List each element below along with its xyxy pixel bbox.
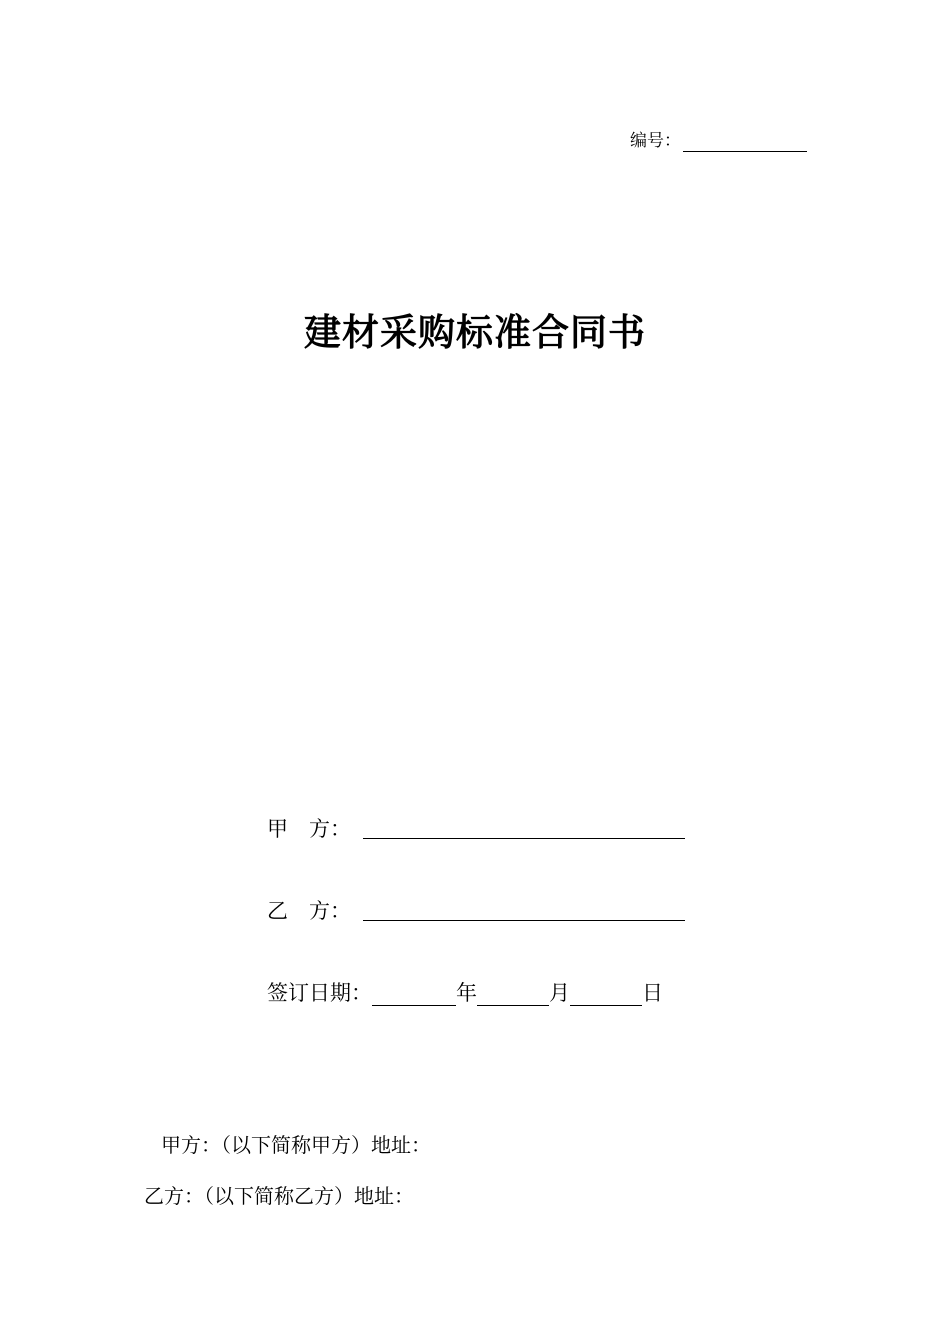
party-a-address-line: 甲方：（以下简称甲方）地址： xyxy=(161,1133,431,1157)
party-a-blank[interactable] xyxy=(363,814,685,839)
contract-title: 建材采购标准合同书 xyxy=(304,310,646,354)
party-b-label: 乙 方： xyxy=(267,899,351,923)
serial-number-label: 编号： xyxy=(630,131,681,151)
serial-number xyxy=(630,126,807,152)
signing-date-row xyxy=(267,977,663,1007)
year-blank[interactable] xyxy=(372,981,456,1006)
day-blank[interactable] xyxy=(570,981,642,1006)
day-label: 日 xyxy=(642,981,663,1005)
month-blank[interactable] xyxy=(477,981,549,1006)
year-label: 年 xyxy=(456,981,477,1005)
party-b-blank[interactable] xyxy=(363,896,685,921)
party-b-sign-row xyxy=(267,895,685,925)
party-a-sign-row xyxy=(267,813,685,843)
month-label: 月 xyxy=(549,981,570,1005)
serial-number-blank[interactable] xyxy=(683,131,807,152)
party-b-address-line: 乙方：（以下简称乙方）地址： xyxy=(144,1184,414,1208)
party-a-label: 甲 方： xyxy=(267,817,351,841)
signing-date-label: 签订日期： xyxy=(267,981,372,1005)
